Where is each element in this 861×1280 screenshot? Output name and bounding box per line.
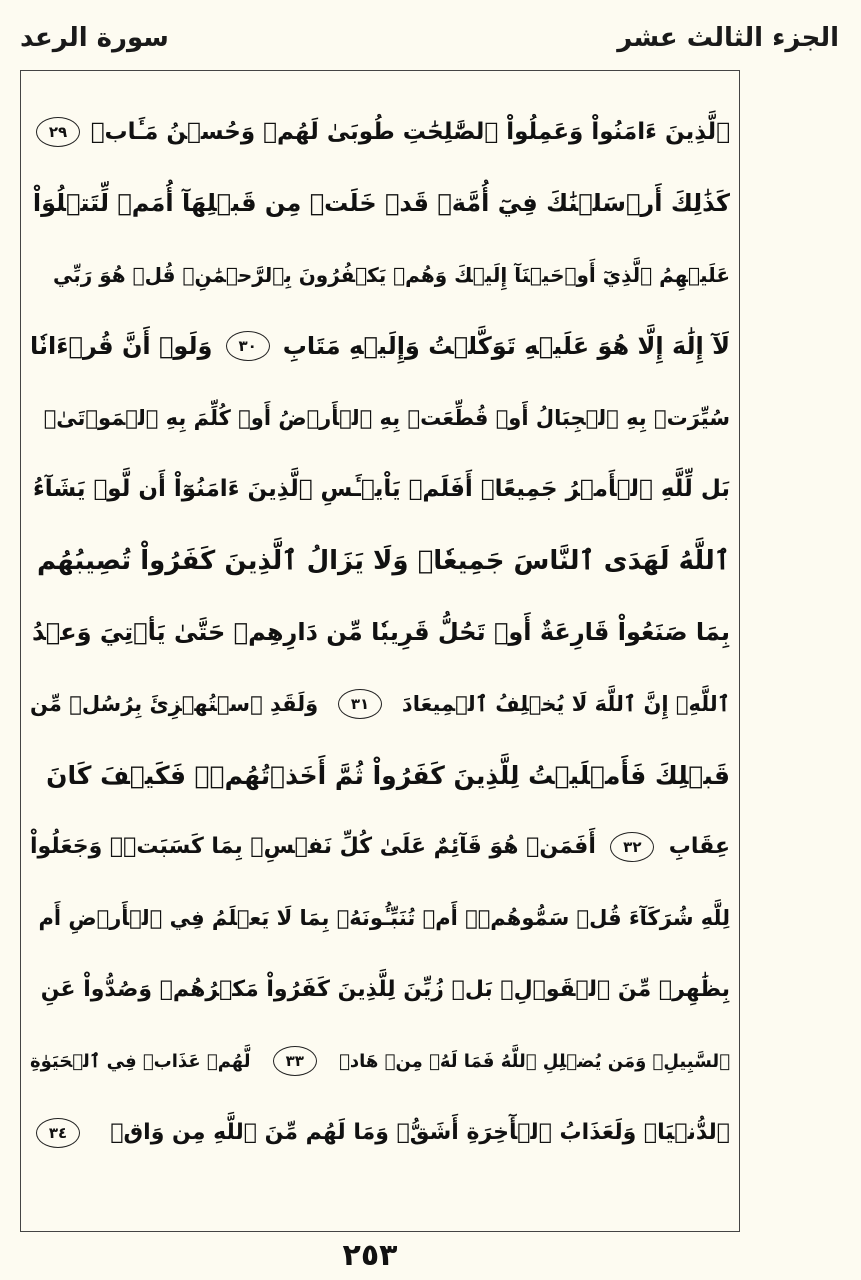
- ayah-marker: ٣٢: [610, 832, 654, 862]
- verse-line: [30, 740, 730, 812]
- verse-text: بَل لِّلَّهِ ٱلۡأَمۡرُ جَمِيعًاۗ أَفَلَمۡ يَاْيۡـَٔسِ ٱلَّذِينَ ءَامَنُوٓاْ أَن لَّوۡ يَشَآءُ: [33, 476, 730, 503]
- verse-text: ٱلَّذِينَ ءَامَنُواْ وَعَمِلُواْ ٱلصَّٰلِحَٰتِ طُوبَىٰ لَهُمۡ وَحُسۡنُ مَـَٔابٖ: [90, 118, 730, 145]
- ayah-marker: ٣٤: [36, 1118, 80, 1148]
- verse-text: ٱلسَّبِيلِۗ وَمَن يُضۡلِلِ ٱللَّهُ فَمَا لَهُۥ مِنۡ هَادٖ: [339, 1050, 730, 1072]
- verse-text: لِلَّهِ شُرَكَآءَ قُلۡ سَمُّوهُمۡۚ أَمۡ تُنَبِّـُٔونَهُۥ بِمَا لَا يَعۡلَمُ فِي ٱلۡأَرۡضِ أَم: [38, 906, 730, 931]
- verse-line: [30, 168, 730, 240]
- verse-line: [30, 1026, 730, 1098]
- ayah-marker: ٢٩: [36, 117, 80, 147]
- verse-text: ٱللَّهِۚ إِنَّ ٱللَّهَ لَا يُخۡلِفُ ٱلۡمِيعَادَ: [401, 691, 730, 716]
- verse-text: كَذَٰلِكَ أَرۡسَلۡنَٰكَ فِيٓ أُمَّةٖ قَدۡ خَلَتۡ مِن قَبۡلِهَآ أُمَمٞ لِّتَتۡلُوَاْ: [32, 189, 730, 218]
- verse-text: بِمَا صَنَعُواْ قَارِعَةٌ أَوۡ تَحُلُّ قَرِيبٗا مِّن دَارِهِمۡ حَتَّىٰ يَأۡتِيَ وَعۡدُ: [31, 618, 730, 647]
- verse-line: [30, 96, 730, 168]
- verse-line: [30, 954, 730, 1026]
- quran-text: [30, 96, 730, 1169]
- juz-title: الجزء الثالث عشر: [617, 23, 839, 53]
- verse-text: وَلَوۡ أَنَّ قُرۡءَانٗا: [30, 332, 213, 361]
- verse-line: [30, 668, 730, 740]
- ayah-marker: ٣١: [338, 689, 382, 719]
- verse-text: وَلَقَدِ ٱسۡتُهۡزِئَ بِرُسُلٖ مِّن: [30, 691, 319, 716]
- verse-text: عِقَابِ: [668, 834, 730, 860]
- verse-text: بِظَٰهِرٖ مِّنَ ٱلۡقَوۡلِۗ بَلۡ زُيِّنَ لِلَّذِينَ كَفَرُواْ مَكۡرُهُمۡ وَصُدُّواْ عَنِ: [40, 977, 730, 1003]
- verse-line: [30, 1097, 730, 1169]
- verse-line: [30, 239, 730, 311]
- verse-text: ٱللَّهُ لَهَدَى ٱلنَّاسَ جَمِيعٗاۗ وَلَا يَزَالُ ٱلَّذِينَ كَفَرُواْ تُصِيبُهُم: [37, 545, 730, 576]
- verse-text: أَفَمَنۡ هُوَ قَآئِمٌ عَلَىٰ كُلِّ نَفۡسِۭ بِمَا كَسَبَتۡۗ وَجَعَلُواْ: [30, 834, 596, 860]
- verse-text: لَآ إِلَٰهَ إِلَّا هُوَ عَلَيۡهِ تَوَكَّلۡتُ وَإِلَيۡهِ مَتَابِ: [282, 332, 730, 361]
- verse-line: [30, 382, 730, 454]
- page-header: [20, 18, 839, 58]
- verse-text: قَبۡلِكَ فَأَمۡلَيۡتُ لِلَّذِينَ كَفَرُواْ ثُمَّ أَخَذۡتُهُمۡۖ فَكَيۡفَ كَانَ: [46, 760, 730, 790]
- verse-line: [30, 311, 730, 383]
- verse-text: ٱلدُّنۡيَاۖ وَلَعَذَابُ ٱلۡأٓخِرَةِ أَشَقُّۖ وَمَا لَهُم مِّنَ ٱللَّهِ مِن وَاقٖ: [110, 1120, 730, 1146]
- surah-title: سورة الرعد: [20, 23, 169, 53]
- verse-line: [30, 597, 730, 669]
- verse-line: [30, 811, 730, 883]
- verse-text: سُيِّرَتۡ بِهِ ٱلۡجِبَالُ أَوۡ قُطِّعَتۡ بِهِ ٱلۡأَرۡضُ أَوۡ كُلِّمَ بِهِ ٱلۡمَوۡتَىٰۗ: [43, 405, 730, 430]
- verse-line: [30, 883, 730, 955]
- ayah-marker: ٣٠: [226, 331, 270, 361]
- page-number: ٢٥٣: [342, 1238, 398, 1273]
- verse-line: [30, 525, 730, 597]
- verse-line: [30, 454, 730, 526]
- verse-text: عَلَيۡهِمُ ٱلَّذِيٓ أَوۡحَيۡنَآ إِلَيۡكَ وَهُمۡ يَكۡفُرُونَ بِٱلرَّحۡمَٰنِۚ قُلۡ هُوَ رَبِّي: [52, 262, 730, 287]
- verse-text: لَّهُمۡ عَذَابٞ فِي ٱلۡحَيَوٰةِ: [30, 1050, 251, 1072]
- ayah-marker: ٣٣: [273, 1046, 317, 1076]
